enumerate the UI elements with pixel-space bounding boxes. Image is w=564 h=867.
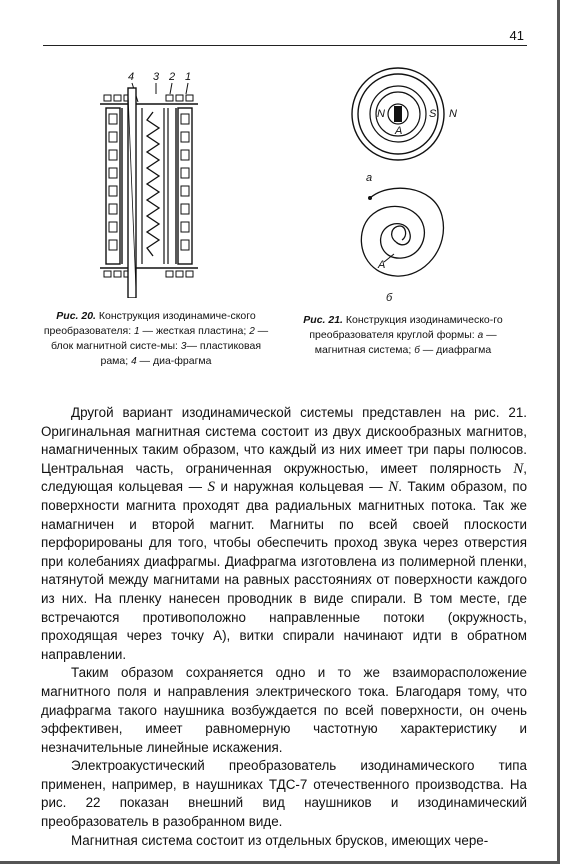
- fig21-label-a-top: A: [395, 125, 403, 137]
- fig21-label-n-inner: N: [377, 108, 385, 120]
- figure-21-drawing: [336, 66, 466, 306]
- figure-21-caption: [283, 313, 523, 358]
- page-number: 41: [509, 28, 524, 43]
- body-text: [41, 404, 527, 850]
- fig21-label-n-outer: N: [449, 108, 457, 120]
- italic-symbol: а: [477, 330, 484, 341]
- figure-20-caption: [40, 309, 272, 369]
- text-run: Таким образом сохраняется одно и то же взаиморасположение магнитного поля и направления электрического тока. Благодаря тому, что диафрагма такого наушника возбуждается по всей поверхности, он очень эффективен, имеет равномерную частотную характеристику и незначительные линейные искажения.: [41, 665, 527, 755]
- fig21-label-s: S: [429, 108, 437, 120]
- italic-symbol: S: [207, 479, 216, 496]
- fig20-label-1: 1: [185, 71, 192, 83]
- figure-20: [100, 68, 210, 303]
- fig20-label-4: 4: [128, 71, 135, 83]
- italic-symbol: б: [414, 345, 420, 356]
- italic-symbol: 1: [134, 326, 140, 337]
- figure-21: [336, 66, 466, 311]
- text-run: . Таким образом, по поверхности магнита проходят два радиальных магнитных потока. Так же намагничен и второй магнит. Магниты по всей своей плоскости перфорированы для того, чтобы обеспечить проход звука через отверстия при колебаниях диафрагмы. Диафрагма изготовлена из полимерной пленки, натянутой между магнитами на равных расстояниях от поверхности каждого из них. На пленку нанесен проводник в виде спирали. В том месте, где встречаются противоположно направленные потоки (окружность, проходящая через точку А), витки спирали начинают идти в обратном направлении.: [41, 479, 528, 662]
- italic-symbol: 3: [180, 341, 187, 352]
- text-run: Электроакустический преобразователь изодинамического типа применен, например, в наушниках ТДС-7 отечественного производства. На рис. 22 показан внешний вид наушников и изодинамический преобразователь в разобранном виде.: [41, 758, 527, 830]
- text-run: — диа-фрагма: [136, 355, 212, 367]
- text-run: — магнитная система;: [314, 329, 497, 356]
- text-run: и наружная кольцевая —: [215, 479, 389, 495]
- fig21-sub-b: б: [386, 292, 393, 304]
- text-run: — жесткая пластина;: [139, 325, 250, 337]
- text-run: — блок магнитной систе-мы:: [50, 325, 269, 352]
- fig21-sub-a: а: [366, 172, 373, 184]
- fig20-label-3: 3: [153, 71, 160, 83]
- fig20-label-2: 2: [169, 71, 176, 83]
- text-run: — пластиковая рама;: [100, 340, 261, 367]
- text-run: Другой вариант изодинамической системы представлен на рис. 21. Оригинальная магнитная система состоит из двух дискообразных магнитов, намагниченных таким образом, что каждый из них имеет три пары полюсов. Центральная часть, ограниченная окружностью, имеет полярность: [41, 405, 527, 476]
- paragraph-4: [41, 832, 527, 851]
- figure-20-caption-label: Рис. 20.: [56, 310, 96, 322]
- figure-21-caption-label: Рис. 21.: [303, 314, 343, 326]
- text-run: Конструкция изодинамическо-го преобразователя круглой формы:: [309, 314, 503, 341]
- figure-20-drawing: [100, 68, 210, 298]
- italic-symbol: 2: [249, 326, 255, 337]
- text-run: — диафрагма: [419, 344, 492, 356]
- header-rule: [43, 45, 527, 46]
- text-run: , следующая кольцевая —: [41, 460, 527, 495]
- paragraph-1: [41, 404, 527, 664]
- italic-symbol: 4: [131, 356, 137, 367]
- paragraph-3: [41, 757, 527, 831]
- italic-symbol: N: [513, 460, 524, 477]
- text-run: Конструкция изодинамиче-ского преобразователя:: [43, 310, 256, 337]
- paragraph-2: [41, 664, 527, 757]
- italic-symbol: N: [388, 479, 399, 496]
- text-run: Магнитная система состоит из отдельных брусков, имеющих чере-: [71, 832, 489, 848]
- fig21-label-a-spiral: A: [378, 259, 386, 271]
